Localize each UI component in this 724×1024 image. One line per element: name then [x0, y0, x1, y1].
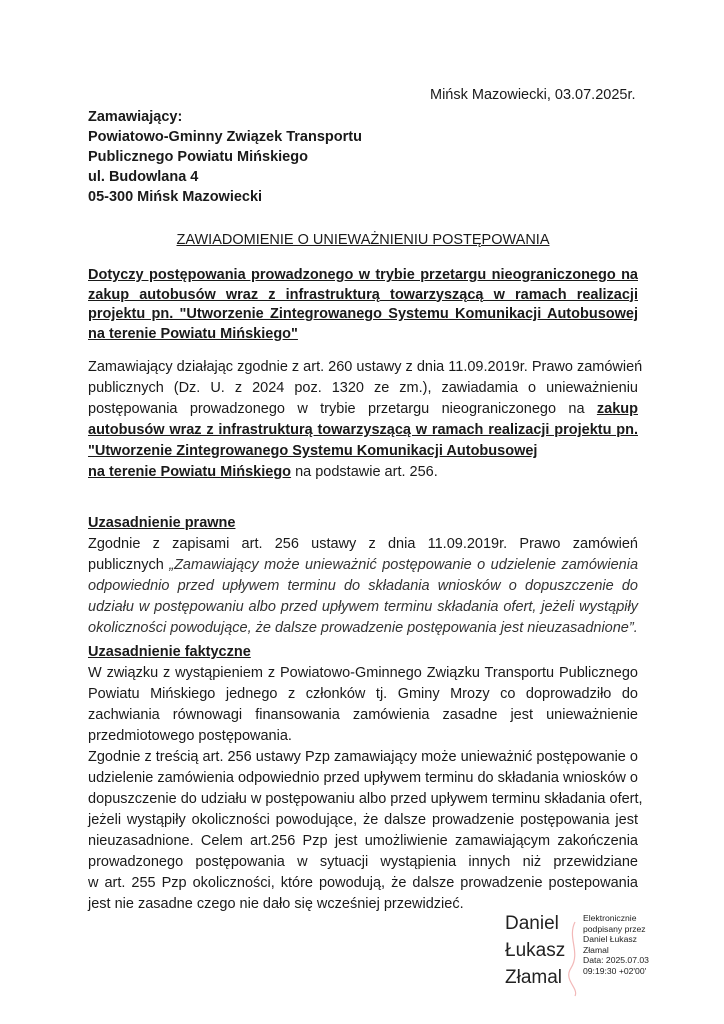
factual-line: Zgodnie z treścią art. 256 ustawy Pzp zamawiający może unieważnić postępowanie o: [88, 749, 638, 765]
notice-paragraph: [88, 357, 643, 483]
legal-heading: Uzasadnienie prawne: [88, 515, 236, 531]
recipient-line: ul. Budowlana 4: [88, 169, 199, 185]
recipient-label: Zamawiający:: [88, 109, 183, 125]
signature-detail-line: Elektronicznie: [583, 913, 637, 923]
factual-justification: [88, 642, 643, 915]
signature-detail-line: podpisany przez: [583, 923, 646, 934]
subject-line: zakup autobusów wraz z infrastrukturą towarzyszącą w ramach realizacji: [88, 286, 638, 303]
notice-text: na podstawie art. 256.: [291, 464, 438, 480]
subject-line: na terenie Powiatu Mińskiego": [88, 325, 298, 342]
notice-line: publicznych (Dz. U. z 2024 poz. 1320 ze zm.), zawiadamia o unieważnieniu: [88, 380, 638, 396]
date-line: Mińsk Mazowiecki, 03.07.2025r.: [430, 87, 636, 103]
recipient-block: [88, 107, 362, 207]
notice-line: [88, 399, 638, 420]
recipient-line: Powiatowo-Gminny Związek Transportu: [88, 129, 362, 145]
legal-line: [88, 555, 638, 576]
factual-line: W związku z wystąpieniem z Powiatowo-Gminnego Związku Transportu Publicznego: [88, 665, 638, 681]
legal-text: publicznych: [88, 557, 170, 573]
subject-block: [88, 266, 638, 344]
legal-quote-line: udziału w postępowaniu albo przed upływem terminu składania ofert, jeżeli wystąpiły: [88, 599, 638, 615]
notice-emphasis: na terenie Powiatu Mińskiego: [88, 464, 292, 480]
legal-line: Zgodnie z zapisami art. 256 ustawy z dnia 11.09.2019r. Prawo zamówień: [88, 536, 638, 552]
signer-name-line: Daniel: [505, 913, 559, 934]
factual-line: Powiatu Mińskiego jednego z członków tj. Gminy Mrozy co doprowadziło do: [88, 686, 638, 702]
factual-line: dopuszczenie do udziału w postępowaniu albo przed upływem terminu składania ofert,: [88, 791, 643, 807]
signer-name-line: Łukasz: [505, 940, 566, 961]
factual-line: udzielenie zamówienia odpowiednio przed upływem terminu do składania wniosków o: [88, 770, 638, 786]
legal-justification: [88, 513, 638, 639]
recipient-line: 05-300 Mińsk Mazowiecki: [88, 189, 263, 205]
notice-line: Zamawiający działając zgodnie z art. 260 ustawy z dnia 11.09.2019r. Prawo zamówień: [88, 359, 643, 375]
factual-line: jest nie zasadne czego nie dało się wcześniej przewidzieć.: [88, 896, 464, 912]
signer-name-line: Złamal: [505, 967, 563, 988]
signature-details: [583, 913, 649, 977]
signature-mark-icon: [545, 918, 585, 998]
notice-emphasis-line: autobusów wraz z infrastrukturą towarzyszącą w ramach realizacji projektu pn.: [88, 422, 638, 438]
factual-line: w art. 255 Pzp okoliczności, które powodują, że dalsze prowadzenie postepowania: [88, 875, 638, 891]
electronic-signature: [505, 910, 655, 990]
notice-line: [88, 462, 638, 483]
subject-line: Dotyczy postępowania prowadzonego w trybie przetargu nieograniczonego na: [88, 267, 638, 283]
signature-detail-line: Daniel Łukasz: [583, 934, 637, 945]
legal-quote-line: odpowiednio przed upływem terminu do składania wniosków o dopuszczenie do: [88, 578, 638, 594]
factual-line: prowadzonego postępowania w sytuacji wystąpienia innych niż przewidziane: [88, 854, 638, 870]
subject-line: projektu pn. "Utworzenie Zintegrowanego Systemu Komunikacji Autobusowej: [88, 306, 638, 322]
legal-quote: „Zamawiający może unieważnić postępowanie o udzielenie zamówienia: [169, 557, 639, 573]
notice-emphasis-line: "Utworzenie Zintegrowanego Systemu Komunikacji Autobusowej: [88, 443, 538, 459]
factual-heading: Uzasadnienie faktyczne: [88, 644, 251, 660]
document-title: ZAWIADOMIENIE O UNIEWAŻNIENIU POSTĘPOWANIA: [176, 232, 550, 248]
notice-text: postępowania prowadzonego w trybie przetargu nieograniczonego na: [88, 401, 585, 417]
factual-line: nieuzasadnione. Celem art.256 Pzp jest umożliwienie zamawiającym zakończenia: [88, 833, 638, 849]
signature-detail-line: Data: 2025.07.03: [583, 955, 649, 966]
recipient-line: Publicznego Powiatu Mińskiego: [88, 149, 308, 165]
notice-emphasis: zakup: [596, 401, 638, 417]
factual-line: przedmiotowego postępowania.: [88, 728, 292, 744]
factual-line: jeżeli wystąpiły okoliczności powodujące, że dalsze prowadzenie postępowania jest: [88, 812, 638, 828]
signature-detail-line: 09:19:30 +02'00': [583, 965, 647, 976]
legal-quote-line: okoliczności powodujące, że dalsze prowadzenie postępowania jest nieuzasadnione”.: [88, 620, 638, 636]
factual-line: zachwiania równowagi finansowania zamówienia zasadne jest unieważnienie: [88, 707, 638, 723]
signature-detail-line: Złamal: [583, 944, 609, 955]
